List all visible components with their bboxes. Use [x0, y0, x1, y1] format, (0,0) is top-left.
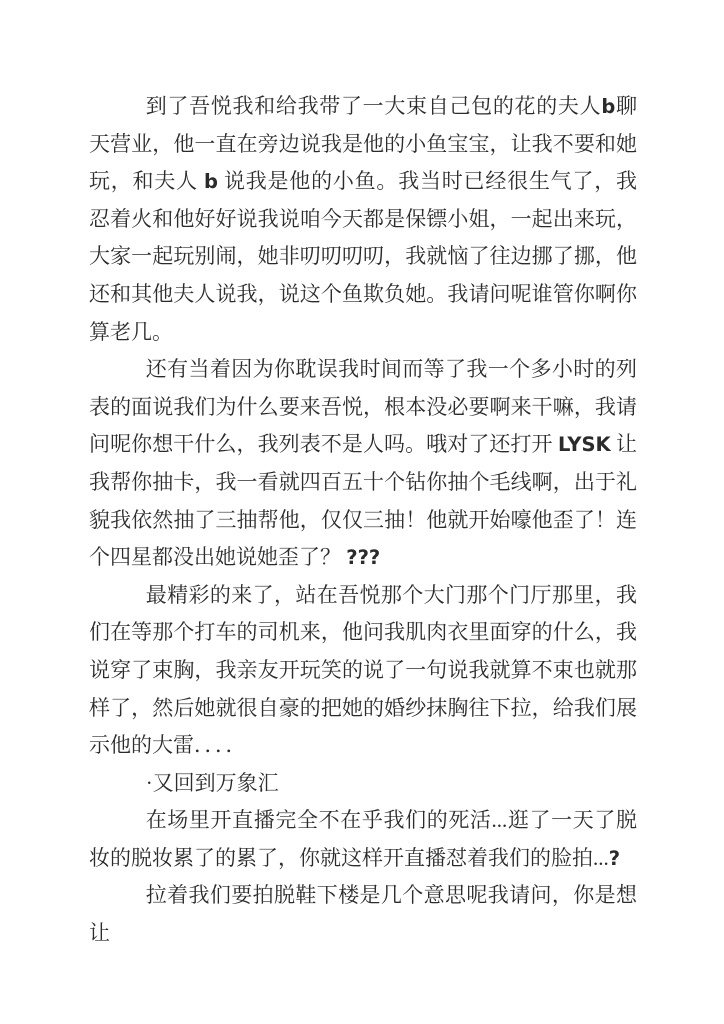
paragraph — [89, 802, 637, 877]
paragraph — [89, 351, 637, 577]
text-run: 还有当着因为你耽误我时间而等了我一个多小时的列表的面说我们为什么要来吾悦，根本没必要啊来干嘛，我请问呢你想干什么，我列表不是人吗。哦对了还打开 — [89, 357, 637, 457]
paragraph — [89, 88, 637, 351]
latin-text-run: b — [601, 95, 616, 118]
text-run: 到了吾悦我和给我带了一大束自己包的花的夫人 — [145, 94, 602, 118]
text-run: 拉着我们要拍脱鞋下楼是几个意思呢我请问，你是想让 — [89, 883, 637, 946]
latin-text-run: LYSK — [557, 433, 611, 457]
text-run: 聊天营业，他一直在旁边说我是他的小鱼宝宝，让我不要和她玩，和夫人 — [89, 94, 638, 194]
text-run: ·又回到万象汇 — [145, 770, 279, 795]
text-run: 最精彩的来了，站在吾悦那个大门那个门厅那里，我们在等那个打车的司机来，他问我肌肉衣里面穿的什么，我说穿了束胸，我亲友开玩笑的说了一句说我就算不束也就那样了，然后她就很自豪的把她的婚纱抹胸往下拉，给我们展示他的大雷．．．． — [89, 582, 637, 758]
latin-text-run: ? — [608, 846, 621, 870]
paragraph — [89, 577, 637, 765]
text-run: 在场里开直播完全不在乎我们的死活...逛了一天了脱妆的脱妆累了的累了，你就这样开直播怼着我们的脸拍... — [89, 808, 637, 870]
latin-text-run: ??? — [346, 546, 381, 570]
text-run: 让我帮你抽卡，我一看就四百五十个钻你抽个毛线啊，出于礼貌我依然抽了三抽帮他，仅仅三抽！他就开始嚎他歪了！连个四星都没出她说她歪了？ — [89, 432, 638, 570]
latin-text-run: b — [203, 170, 218, 194]
document-body — [89, 88, 637, 953]
paragraph — [89, 877, 637, 952]
text-run: 说我是他的小鱼。我当时已经很生气了，我忍着火和他好好说我说咱今天都是保镖小姐，一起出来玩，大家一起玩别闹，她非叨叨叨叨，我就恼了往边挪了挪，他还和其他夫人说我，说这个鱼欺负她。我请问呢谁管你啊你算老几。 — [89, 169, 638, 344]
paragraph — [89, 765, 637, 803]
